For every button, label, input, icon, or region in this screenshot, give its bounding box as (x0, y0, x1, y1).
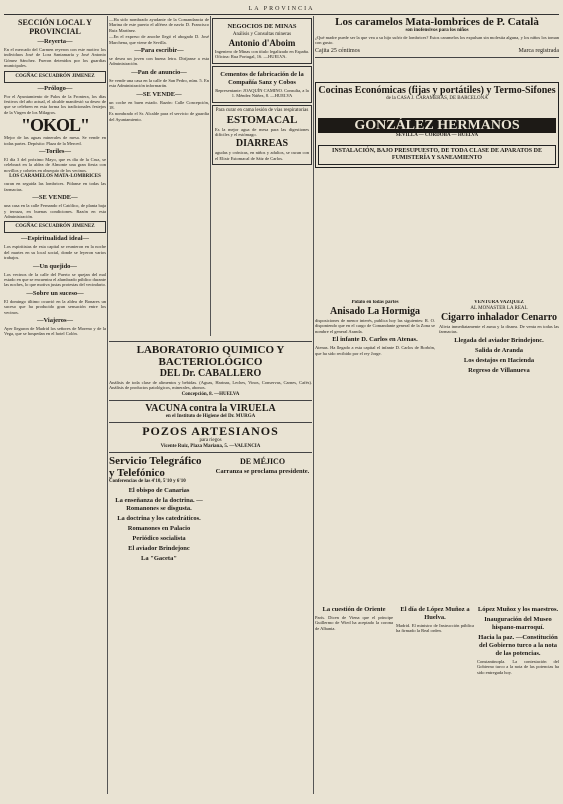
column-local-news (4, 16, 106, 794)
news-subheading: —Viajeros— (36, 316, 74, 324)
vaccine-ad-subtitle: en el Instituto de Higiene del Dr. MURGA (165, 413, 256, 419)
news-paragraph: El día 3 del próximo Mayo, que es día de la Cruz, se celebrará en la aldea de Almonte una gran fiesta con novillos y cohetes en obsequio de los vecinos. (4, 157, 106, 173)
ad-row (315, 300, 559, 376)
ad-subtitle: de la CASA J. CARAMERAS, DE BARCELONA (386, 95, 488, 101)
telegraph-left (109, 455, 209, 564)
telegraph-section (109, 455, 312, 564)
lower-center-ads (109, 339, 312, 794)
telegraph-subtitle: Conferencias de las 4'10, 5'10 y 6'10 (109, 478, 186, 484)
news-paragraph: Por el Ayuntamiento de Palos de la Frontera, los días festivos del año actual, el alcalde manifestó su deseo de que se celebren en esta forma los tradicionales festejos de la Virgen de los Milagros. (4, 93, 106, 115)
news-heading: La enseñanza de la doctrina. —Romanones se disgusta. (115, 496, 203, 512)
cognac-ad: COGÑAC ESCUADRÓN JIMENEZ (4, 221, 106, 233)
ad-paragraph: Representante: JOAQUÍN CAMINO. Consulta, a la 1. Méndez Núñez, 8. —HUELVA (215, 87, 309, 99)
ad-paragraph: Alivia inmediatamente el asma y la disnea. De venta en todas las farmacias. (439, 324, 559, 335)
estomacal-ad (212, 105, 312, 166)
cement-ad (212, 66, 312, 103)
news-heading: Salida de Aranda (474, 346, 524, 354)
news-heading: El infante D. Carlos en Atenas. (332, 336, 418, 344)
news-paragraph: Los espiritistas de esta capital se reunieron en la noche del martes en su local social, donde se leyeron varios trabajos. (4, 244, 106, 261)
news-paragraph: En el mercado del Carmen reyeron con este motivo los individuos José de Lora Santamaría y José Antonio Gómez Sánchez. Fueron detenidos por los guardias municipales. (4, 47, 106, 69)
ad-address: Vicente Ruiz, Plaza Mariana, 5. —VALENCIA (160, 443, 261, 449)
ad-line: AL MONASTER LA REAL (470, 306, 528, 311)
ad-cities: SEVILLA — CÓRDOBA — HUELVA (395, 132, 479, 138)
news-heading: Romanones en Palacio (127, 524, 191, 532)
news-paragraph: Constantinopla. La contestación del Gobierno turco a la nota de las potencias ha sido entregada hoy. (477, 659, 559, 675)
left-block (315, 300, 435, 376)
column-notices (109, 16, 209, 336)
wells-ad-title: POZOS ARTESIANOS (142, 423, 279, 438)
caramel-ad-title: Los caramelos Mata-lombrices de P. Català (335, 16, 539, 28)
top-right-ads (315, 16, 559, 298)
ad-line: VENTURA VAZQUEZ (474, 300, 524, 305)
news-heading: Carranza se proclama presidente. (215, 467, 310, 475)
news-paragraph: Los vecinos de la calle del Puerto se quejan del mal estado en que se encuentra el alumbrado público durante las noches, lo que motiva justas protestas del vecindario. (4, 271, 106, 288)
vaccine-ad-title: VACUNA contra la VIRUELA (145, 402, 276, 414)
masthead: LA PROVINCIA (4, 4, 559, 15)
ad-paragraph: agudas y crónicas, en niños y adultos, se curan con el Elixir Estomacal de Sáiz de Carlos. (215, 150, 309, 161)
news-heading: DE MÉJICO (239, 456, 286, 466)
news-heading: Inauguración del Museo hispano-marroquí. (484, 616, 552, 631)
news-heading: Regreso de Villanueva (468, 366, 530, 374)
column-divider (313, 16, 314, 794)
trademark-label: Marca registrada (518, 47, 559, 54)
news-paragraph: Atenas. Ha llegado a esta capital el infante D. Carlos de Borbón, que ha sido recibido por el rey Jorge. (315, 345, 435, 356)
column-oriente (315, 604, 393, 794)
news-paragraph: Madrid. El ministro de Instrucción pública ha firmado la Real orden. (396, 623, 474, 634)
installation-box: INSTALACIÓN, BAJO PRESUPUESTO, DE TODA CLASE DE APARATOS DE FUMISTERÍA Y SANEAMIENTO (318, 145, 556, 165)
caramel-ad-subtitle: son inofensivos para los niños (405, 28, 469, 33)
news-subheading: —Para escribir— (134, 47, 184, 55)
news-paragraph: —En el expreso de anoche llegó el abogado D. José Marchena, que viene de Sevilla. (109, 34, 209, 45)
news-paragraph: El domingo último ocurrió en la aldea de Bonares un suceso que ha producido gran sensación entre los vecinos. (4, 298, 106, 315)
news-subheading: —Reyerta— (37, 38, 73, 45)
cognac-ad: COGÑAC ESCUADRÓN JIMENEZ (4, 71, 106, 83)
news-heading: Llegada del aviador Brindejonc. (454, 336, 544, 344)
news-subheading: —Un quejido— (33, 262, 77, 270)
news-heading: La doctrina y los catedráticos. (117, 514, 201, 522)
column-divider (107, 16, 108, 794)
news-paragraph: París. Dicen de Viena que el príncipe Guillermo de Wied ha aceptado la corona de Albania. (315, 615, 393, 631)
news-subheading: —SE VENDE— (32, 194, 78, 202)
news-paragraph: se desea un joven con buena letra. Diríjanse a esta Administración. (109, 56, 209, 67)
okol-logo: "OKOL" (21, 115, 89, 136)
ad-title: Cocinas Económicas (fijas y portátiles) y Termo-Sifones (318, 84, 556, 96)
divider (109, 422, 312, 423)
ad-paragraph: ¿Qué madre puede ser la que vea a su hijo sufrir de lombrices? Estos caramelos los expulsan sin molestia alguna, y los niños los toman con gusto. (315, 35, 559, 46)
ad-paragraph: Ingeniero de Minas con título legalizado en España. Oficina: Rua Portugal, 16. —HUELVA. (215, 49, 309, 60)
section-heading: SECCIÓN LOCAL Y PROVINCIAL (18, 18, 92, 36)
ad-line: Pídalo en todas partes (351, 300, 399, 305)
news-subheading: —SE VENDE— (136, 90, 182, 98)
middle-right-news (315, 300, 559, 600)
news-heading: El obispo de Canarias (128, 486, 190, 494)
news-heading: El aviador Brindejonc (128, 544, 190, 552)
news-paragraph: una casa en la calle Fernando el Católico, de planta baja y terraza, en buenas condiciones. Razón en esta Administración. (4, 203, 106, 219)
ad-heading: LOS CARAMELOS MATA-LOMBRICES (9, 174, 101, 180)
news-paragraph: Se vende una casa en la calle de San Pedro, núm. 5. En esta Administración informarán. (109, 77, 209, 89)
column-right-news (477, 604, 559, 794)
news-heading: La cuestión de Oriente (322, 606, 386, 613)
newspaper-page (4, 4, 559, 796)
ad-paragraph: Mejor de las aguas minerales de mesa. Se vende en todas partes. Depósito: Plaza de la Merced. (4, 135, 106, 146)
caramel-ad-footer (315, 47, 559, 55)
ad-line: Análisis y Consultas mineras (232, 32, 292, 37)
lab-ad-subtitle: DEL Dr. CABALLERO (159, 368, 262, 379)
divider (109, 400, 312, 401)
column-lopez-munoz (396, 604, 474, 794)
ad-brand: DIARREAS (235, 138, 289, 150)
news-heading: López Muñoz y los maestros. (477, 606, 559, 613)
column-ads (212, 16, 312, 336)
ad-line: Para curar en cama lesión de vías respiratorias (215, 107, 309, 113)
news-paragraph: un coche en buen estado. Razón: Calle Concepción, 18. (109, 99, 209, 111)
news-subheading: —Espiritualidad ideal— (20, 235, 90, 243)
news-heading: La "Gaceta" (141, 554, 177, 562)
ad-paragraph: Es la mejor agua de mesa para las digestiones difíciles y el estómago. (215, 126, 309, 138)
column-divider (210, 16, 211, 336)
news-paragraph: —Ha sido nombrado ayudante de la Comandancia de Marina de este puerto el alférez de navío D. Francisco Ruiz Martínez. (109, 17, 209, 33)
ad-paragraph: curan en seguida las lombrices. Pídanse en todas las farmacias. (4, 181, 106, 192)
right-block (439, 300, 559, 376)
cocinas-ad (315, 82, 559, 168)
telegraph-right (213, 455, 312, 564)
news-heading: Los destajos en Hacienda (463, 356, 535, 364)
news-subheading: —Pan de anuncio— (131, 68, 187, 76)
news-heading: El día de López Muñoz a Huelva. (400, 606, 470, 621)
wells-ad-subtitle: para riegos (199, 437, 222, 443)
news-paragraph: Ayer llegaron de Madrid los señores de Moreno y de la Vega, que se hospedan en el hotel Colón. (4, 325, 106, 337)
news-subheading: —Sobre un suceso— (26, 289, 84, 297)
price-label: Cajita 25 céntimos (315, 47, 360, 54)
lab-ad-title: LABORATORIO QUIMICO Y BACTERIOLÓGICO (136, 344, 285, 368)
news-heading: Periódico socialista (132, 534, 186, 542)
ad-brand: ESTOMACAL (226, 113, 298, 126)
ad-heading: NEGOCIOS DE MINAS (227, 23, 297, 30)
divider (109, 452, 312, 453)
news-subheading: —Toriles— (39, 148, 71, 156)
divider (315, 57, 559, 58)
news-paragraph: Es nombrado el Sr. Alcalde para el servicio de guardia del Ayuntamiento. (109, 111, 209, 122)
ad-paragraph: Análisis de toda clase de alimentos y bebidas. (Aguas, Harinas, Leches, Vinos, Conservas, Carnes, Cafés). Análisis de productos patológicos, minerales, abonos. (109, 380, 312, 391)
ad-address: Concepción, 8. —HUELVA (181, 391, 240, 397)
telegraph-title: Servicio Telegráfico y Telefónico (109, 454, 202, 479)
ad-heading: Cementos de fabricación de la Compañía Sanz y Cobos (220, 70, 304, 86)
news-heading: Hacia la paz. —Constitución del Gobierno turco a la nota de las potencias. (478, 634, 558, 657)
mines-ad (212, 18, 312, 64)
company-name: GONZÁLEZ HERMANOS (318, 118, 556, 133)
ad-name: Antonio d'Aboim (228, 38, 296, 48)
news-subheading: —Prólogo— (37, 84, 73, 92)
divider (109, 341, 312, 342)
cigar-ad-title: Cigarro inhalador Cenarro (440, 312, 558, 323)
anisado-brand: Anisado La Hormiga (329, 306, 420, 317)
news-paragraph: disposiciones de menor interés, publica hoy las siguientes: R. O. disponiendo que en el cargo de Comandante general de la Zona se nombre el general Aranda. (315, 318, 435, 334)
